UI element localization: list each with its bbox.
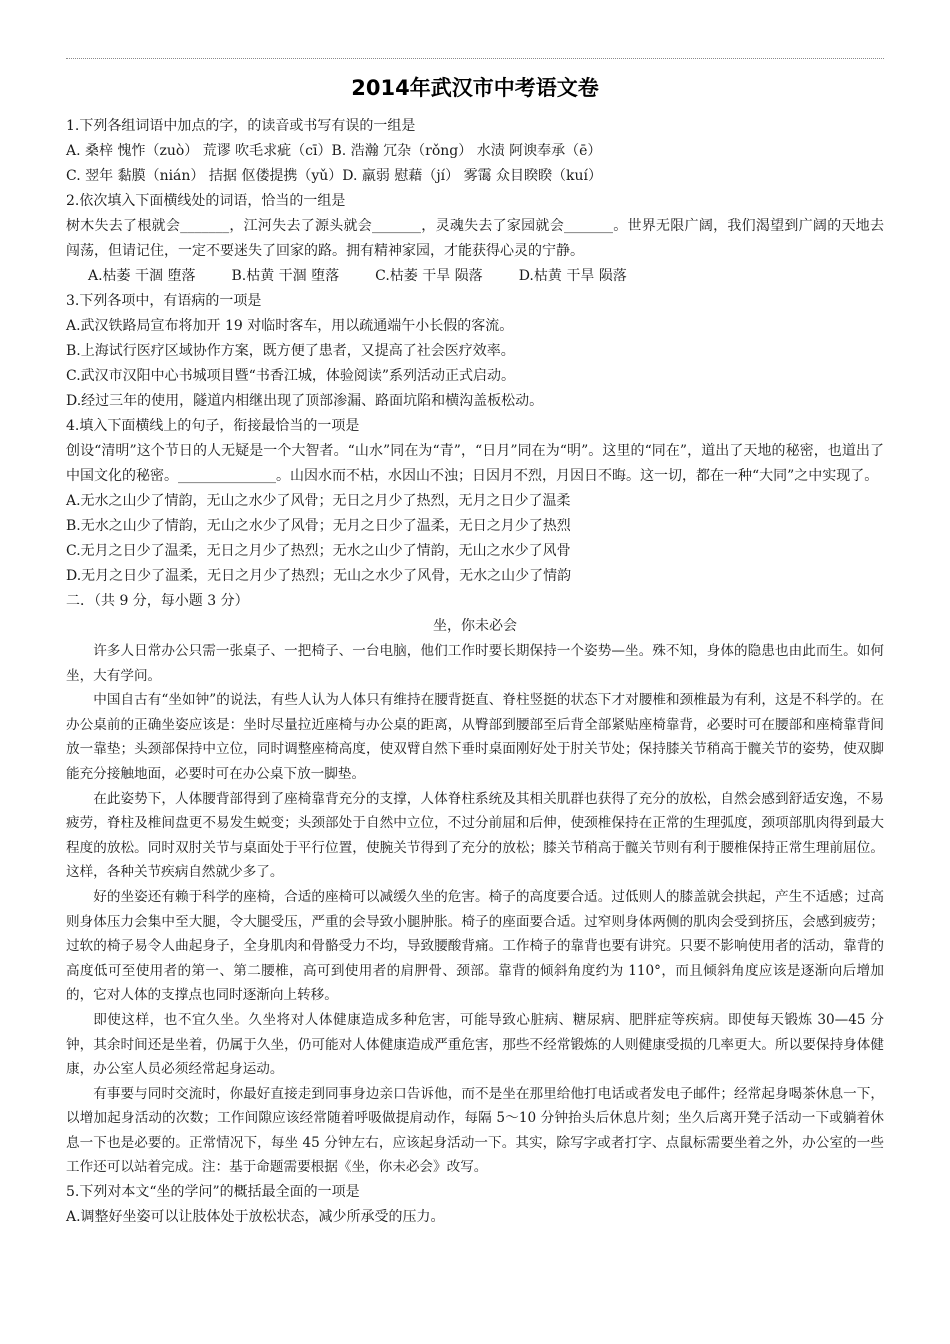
q4-option-d: D.无月之日少了温柔，无日之月少了热烈；无山之水少了风骨，无水之山少了情韵: [66, 568, 572, 584]
q3-stem: 3.下列各项中，有语病的一项是: [66, 293, 262, 309]
exam-page: [66, 72, 884, 1230]
q3-option-d: D.经过三年的使用，隧道内相继出现了顶部渗漏、路面坑陷和横沟盖板松动。: [66, 393, 544, 409]
q1-stem: 1.下列各组词语中加点的字，的读音或书写有误的一组是: [66, 118, 416, 134]
q2-option-b: B.枯黄 干涸 堕落: [231, 268, 340, 284]
q5-stem: 5.下列对本文“坐的学问”的概括最全面的一项是: [66, 1184, 360, 1201]
q2-passage: 树木失去了根就会_______，江河失去了源头就会_______，灵魂失去了家园就会_______。世界无限广阔，我们渴望到广阔的天地去闯荡，但请记住，一定不要迷失了回家的路。拥有精神家园，才能获得心灵的宁静。: [66, 218, 884, 259]
article-paragraph-4: 好的坐姿还有赖于科学的座椅，合适的座椅可以减缓久坐的危害。椅子的高度要合适。过低则人的膝盖就会拱起，产生不适感；过高则身体压力会集中至大腿，令大腿受压，严重的会导致小腿肿胀。椅子的座面要合适。过窄则身体两侧的肌肉会受到挤压，会感到疲劳；过软的椅子易令人曲起身子，全身肌肉和骨骼受力不均，导致腰酸背痛。工作椅子的靠背也要有讲究。只要不影响使用者的活动，靠背的高度低可至使用者的第一、第二腰椎，高可到使用者的肩胛骨、颈部。靠背的倾斜角度约为 110°，而且倾斜角度应该是逐渐向后增加的，它对人体的支撑点也同时逐渐向上转移。: [66, 888, 884, 1004]
question-2: [66, 189, 884, 289]
q3-option-c: C.武汉市汉阳中心书城项目暨“书香江城，体验阅读”系列活动正式启动。: [66, 368, 515, 384]
q2-option-c: C.枯萎 干旱 陨落: [375, 268, 483, 284]
article-paragraph-1: 许多人日常办公只需一张桌子、一把椅子、一台电脑，他们工作时要长期保持一个姿势—坐。殊不知，身体的隐患也由此而生。如何坐，大有学问。: [66, 643, 884, 684]
q2-stem: 2.依次填入下面横线处的词语，恰当的一组是: [66, 193, 346, 209]
q4-option-a: A.无水之山少了情韵，无山之水少了风骨；无日之月少了热烈，无月之日少了温柔: [66, 493, 571, 509]
q3-option-b: B.上海试行医疗区域协作方案，既方便了患者，又提高了社会医疗效率。: [66, 343, 515, 359]
article-paragraph-2: 中国自古有“坐如钟”的说法，有些人认为人体只有维持在腰背挺直、脊柱竖挺的状态下才对腰椎和颈椎最为有利，这是不科学的。在办公桌前的正确坐姿应该是：坐时尽量拉近座椅与办公桌的距离，从臀部到腰部至后背全部紧贴座椅靠背，必要时可在腰部和座椅靠背间放一靠垫；头颈部保持中立位，同时调整座椅高度，使双臂自然下垂时桌面刚好处于肘关节处；保持膝关节稍高于髋关节的姿势，使双脚能充分接触地面，必要时可在办公桌下放一脚垫。: [66, 692, 884, 782]
q2-option-a: A.枯萎 干涸 堕落: [88, 268, 196, 284]
q4-option-c: C.无月之日少了温柔，无日之月少了热烈；无水之山少了情韵，无山之水少了风骨: [66, 543, 571, 559]
question-1: [66, 114, 884, 189]
question-5: [66, 1180, 884, 1230]
article-paragraph-3: 在此姿势下，人体腰背部得到了座椅靠背充分的支撑，人体脊柱系统及其相关肌群也获得了充分的放松，自然会感到舒适安逸，不易疲劳，脊柱及椎间盘更不易发生蜕变；头颈部处于自然中立位，不过分前屈和后伸，使颈椎保持在正常的生理弧度，颈项部肌肉得到最大程度的放松。同时双肘关节与桌面处于平行位置，使腕关节得到了充分的放松；膝关节稍高于髋关节则有利于腰椎保持正常生理前屈位。这样，各种关节疾病自然就少多了。: [66, 790, 884, 881]
q2-options: [66, 264, 884, 289]
q5-option-a: A.调整好坐姿可以让肢体处于放松状态，减少所承受的压力。: [66, 1209, 445, 1226]
reading-article: [66, 614, 884, 1180]
q1-options-cd: C. 翌年 黏膜（nián） 拮据 伛偻提携（yǔ）D. 羸弱 慰藉（jí） 雾霭 众目睽睽（kuí）: [66, 168, 603, 184]
q4-option-b: B.无水之山少了情韵，无山之水少了风骨；无月之日少了温柔，无日之月少了热烈: [66, 518, 571, 534]
q4-stem: 4.填入下面横线上的句子，衔接最恰当的一项是: [66, 418, 360, 434]
header-dotted-rule: [66, 58, 884, 59]
q4-passage: 创设“清明”这个节日的人无疑是一个大智者。“山水”同在为“青”，“日月”同在为“明”。这里的“同在”，道出了天地的秘密，也道出了中国文化的秘密。______________。山因水而不枯，水因山不浊；日因月不烈，月因日不晦。这一切，都在一种“大同”之中实现了。: [66, 443, 884, 484]
question-3: [66, 289, 884, 414]
q1-options-ab: A. 桑梓 愧怍（zuò） 荒谬 吹毛求疵（cī）B. 浩瀚 冗杂（rǒng） 水渍 阿谀奉承（ē）: [66, 143, 602, 159]
article-paragraph-5: 即使这样，也不宜久坐。久坐将对人体健康造成多种危害，可能导致心脏病、糖尿病、肥胖症等疾病。即使每天锻炼 30—45 分钟，其余时间还是坐着，仍属于久坐，仍可能对人体健康造成严重危害，那些不经常锻炼的人则健康受损的几率更大。所以要保持身体健康，办公室人员必须经常起身运动。: [66, 1011, 884, 1078]
q2-option-d: D.枯黄 干旱 陨落: [518, 268, 627, 284]
question-4: [66, 414, 884, 589]
q3-option-a: A.武汉铁路局宣布将加开 19 对临时客车，用以疏通端午小长假的客流。: [66, 318, 514, 334]
article-title: 坐，你未必会: [433, 618, 517, 634]
article-paragraph-6: 有事要与同时交流时，你最好直接走到同事身边亲口告诉他，而不是坐在那里给他打电话或者发电子邮件；经常起身喝茶休息一下，以增加起身活动的次数；工作间隙应该经常随着呼吸做提肩动作，每隔 5～10 分钟抬头后休息片刻；坐久后离开凳子活动一下或躺着休息一下也是必要的。正常情况下，每坐 45 分钟左右，应该起身活动一下。其实，除写字或者打字、点鼠标需要坐着之外，办公室的一些工作还可以站着完成。注：基于命题需要根据《坐，你未必会》改写。: [66, 1085, 884, 1176]
page-title: 2014年武汉市中考语文卷: [351, 76, 599, 100]
section-2-heading: 二．（共 9 分，每小题 3 分）: [66, 593, 249, 609]
